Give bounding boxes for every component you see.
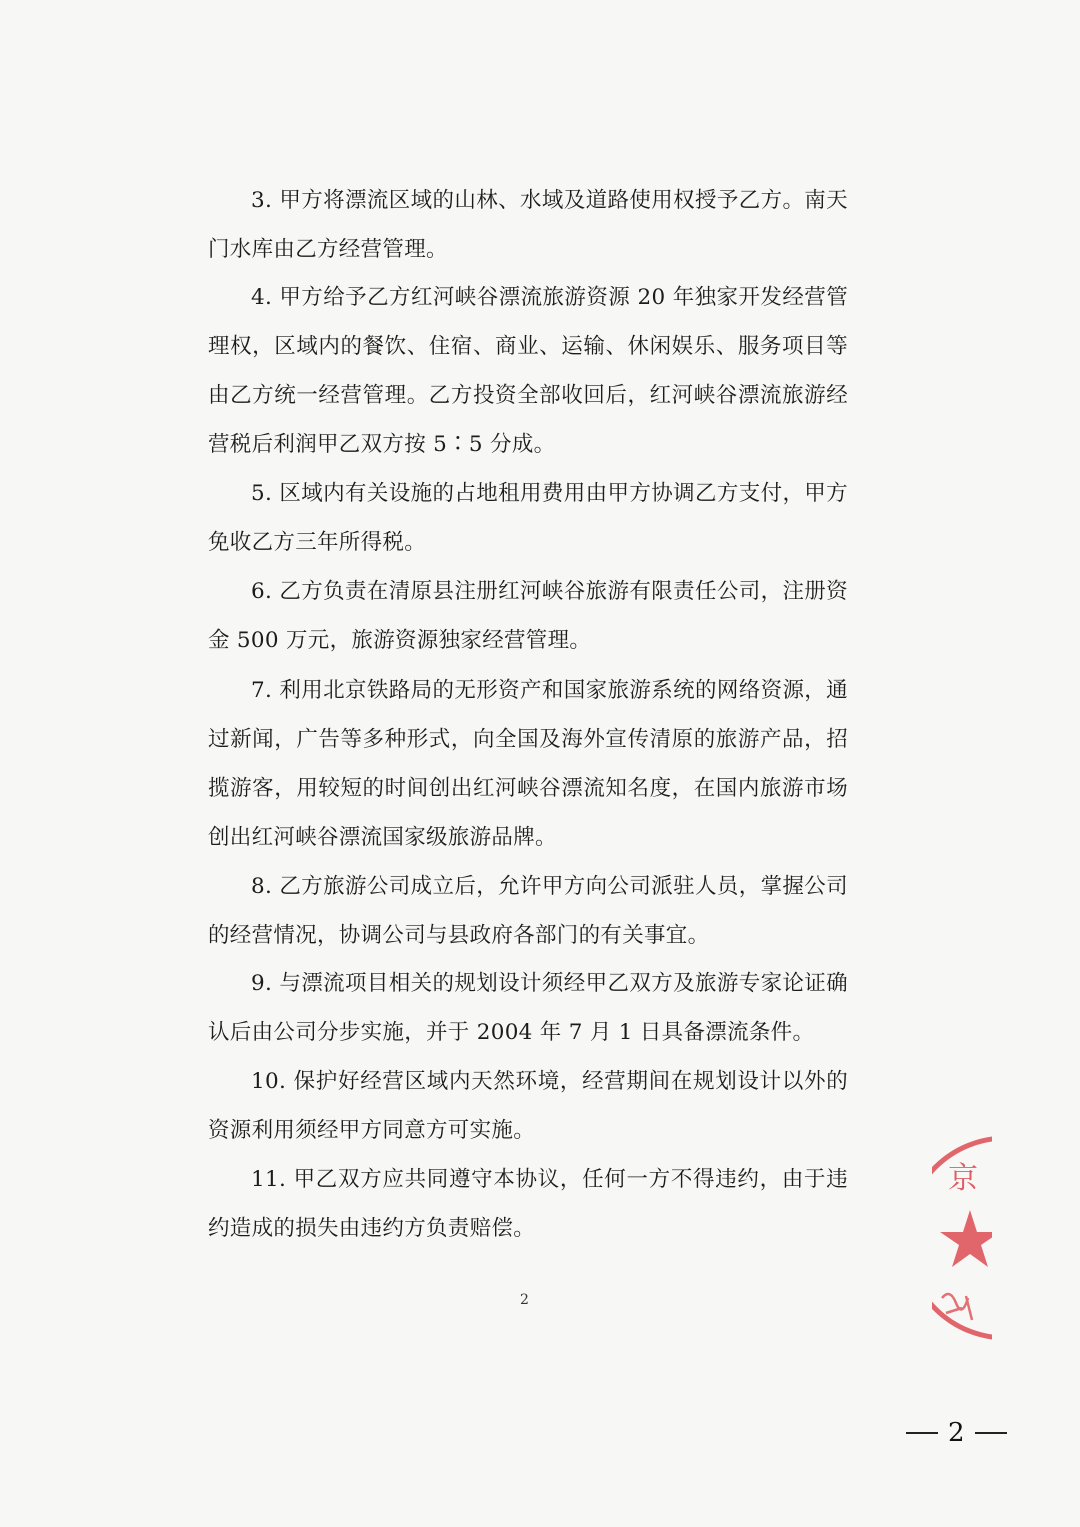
page-footer bbox=[906, 1418, 1007, 1448]
clause-3: 3. 甲方将漂流区域的山林、水域及道路使用权授予乙方。南天门水库由乙方经营管理。 bbox=[208, 188, 848, 262]
inner-page-number: 2 bbox=[520, 1292, 529, 1308]
page-footer-number: 2 bbox=[948, 1418, 965, 1448]
footer-dash-right bbox=[975, 1432, 1007, 1434]
seal-star-icon bbox=[940, 1210, 992, 1267]
clause-7: 7. 利用北京铁路局的无形资产和国家旅游系统的网络资源，通过新闻，广告等多种形式，向全国及海外宣传清原的旅游产品，招揽游客，用较短的时间创出红河峡谷漂流知名度，在国内旅游市场创出红河峡谷漂流国家级旅游品牌。 bbox=[208, 678, 848, 850]
clause-8: 8. 乙方旅游公司成立后，允许甲方向公司派驻人员，掌握公司的经营情况，协调公司与县政府各部门的有关事宜。 bbox=[208, 874, 848, 948]
footer-dash-left bbox=[906, 1432, 938, 1434]
clause-9: 9. 与漂流项目相关的规划设计须经甲乙双方及旅游专家论证确认后由公司分步实施，并于 2004 年 7 月 1 日具备漂流条件。 bbox=[208, 971, 848, 1045]
clause-11: 11. 甲乙双方应共同遵守本协议，任何一方不得违约，由于违约造成的损失由违约方负责赔偿。 bbox=[208, 1167, 848, 1241]
clause-5: 5. 区域内有关设施的占地租用费用由甲方协调乙方支付，甲方免收乙方三年所得税。 bbox=[208, 481, 848, 555]
clause-10: 10. 保护好经营区域内天然环境，经营期间在规划设计以外的资源利用须经甲方同意方可实施。 bbox=[208, 1069, 848, 1143]
clause-4: 4. 甲方给予乙方红河峡谷漂流旅游资源 20 年独家开发经营管理权，区域内的餐饮、住宿、商业、运输、休闲娱乐、服务项目等由乙方统一经营管理。乙方投资全部收回后，红河峡谷漂流旅游经营税后利润甲乙双方按 5∶5 分成。 bbox=[208, 285, 848, 457]
seal-character: 京 bbox=[948, 1161, 978, 1196]
official-seal-stamp bbox=[932, 1128, 992, 1348]
clause-6: 6. 乙方负责在清原县注册红河峡谷旅游有限责任公司，注册资金 500 万元，旅游资源独家经营管理。 bbox=[208, 579, 848, 653]
